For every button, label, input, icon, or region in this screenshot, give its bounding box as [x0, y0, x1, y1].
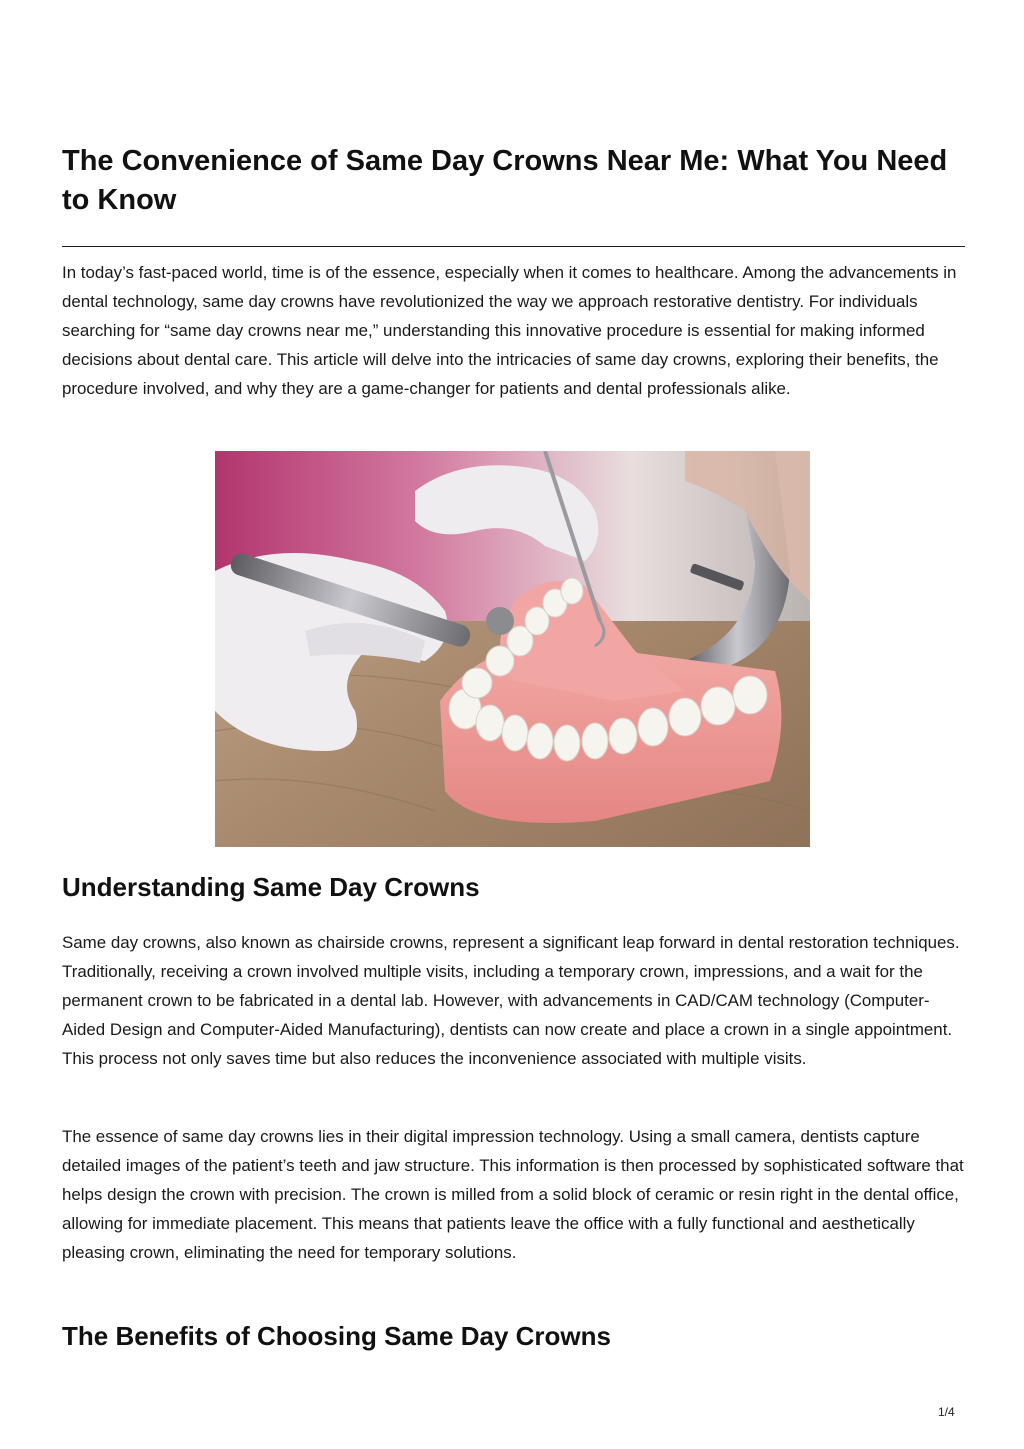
- body-paragraph: The essence of same day crowns lies in their digital impression technology. Using a small camera, dentists capture detailed images of the patient’s teeth and jaw structure. This information is then processed by sophisticated software that helps design the crown with precision. The crown is milled from a solid block of ceramic or resin right in the dental office, allowing for immediate placement. This means that patients leave the office with a fully functional and aesthetically pleasing crown, eliminating the need for temporary solutions.: [62, 1127, 964, 1262]
- section-heading-benefits: The Benefits of Choosing Same Day Crowns: [62, 1321, 611, 1351]
- dental-model-photo: [215, 451, 810, 847]
- page-number: 1/4: [938, 1405, 955, 1419]
- title-divider: [62, 246, 965, 247]
- intro-paragraph: In today’s fast-paced world, time is of the essence, especially when it comes to healthcare. Among the advancements in dental technology, same day crowns have revolutionized the way we approach restorative dentistry. For individuals searching for “same day crowns near me,” understanding this innovative procedure is essential for making informed decisions about dental care. This article will delve into the intricacies of same day crowns, exploring their benefits, the procedure involved, and why they are a game-changer for patients and dental professionals alike.: [62, 263, 957, 398]
- section-heading-understanding: Understanding Same Day Crowns: [62, 872, 480, 902]
- body-paragraph: Same day crowns, also known as chairside crowns, represent a significant leap forward in dental restoration techniques. Traditionally, receiving a crown involved multiple visits, including a temporary crown, impressions, and a wait for the permanent crown to be fabricated in a dental lab. However, with advancements in CAD/CAM technology (Computer-Aided Design and Computer-Aided Manufacturing), dentists can now create and place a crown in a single appointment. This process not only saves time but also reduces the inconvenience associated with multiple visits.: [62, 933, 960, 1068]
- article-title: The Convenience of Same Day Crowns Near Me: What You Need to Know: [62, 145, 948, 216]
